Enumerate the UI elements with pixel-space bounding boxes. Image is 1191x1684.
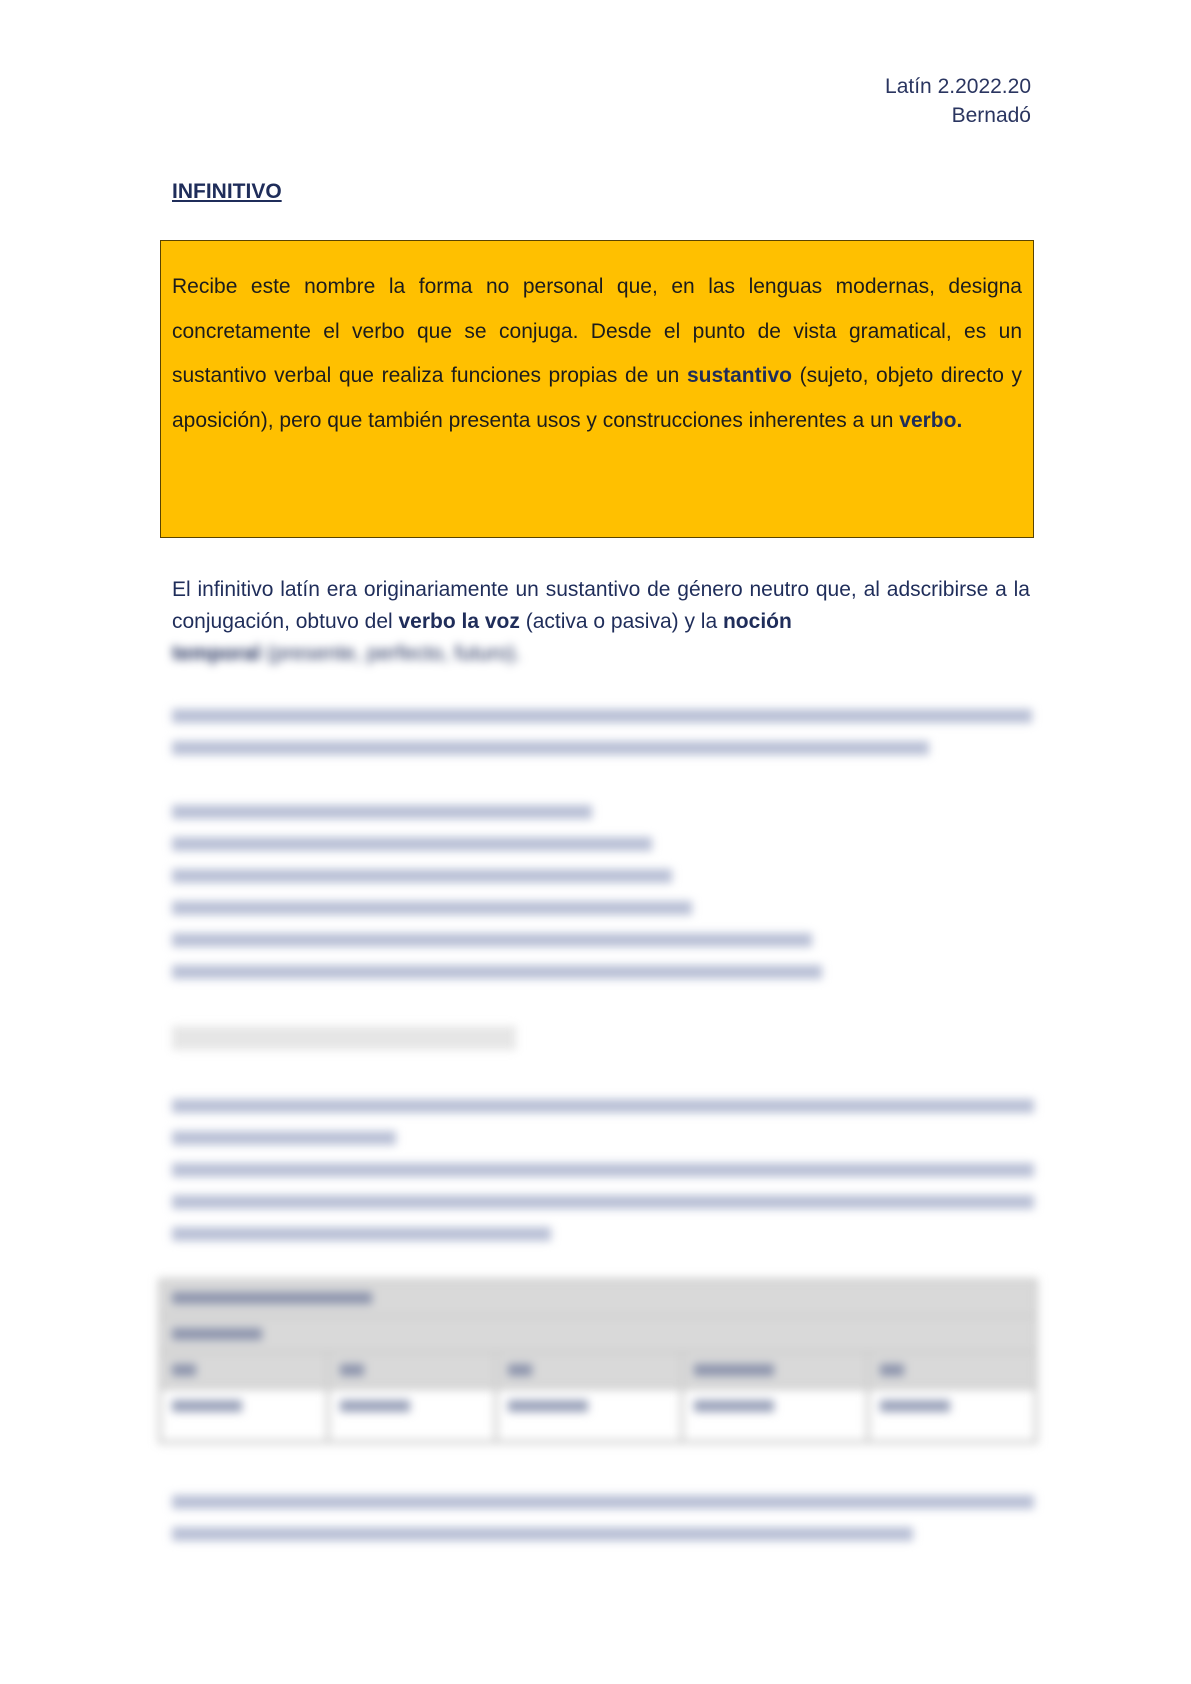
blurred-paragraph-tenses [172, 700, 1032, 755]
definition-box [160, 240, 1034, 538]
table-cell [682, 1388, 868, 1442]
definition-bold-sustantivo: sustantivo [686, 364, 792, 387]
definition-text: Recibe este nombre la forma no personal que, en las lenguas modernas, designa concretamente el verbo que se conjuga. Desde el punto de vista gramatical, es un sustantivo verbal que realiza funciones propias de un sustantivo (sujeto, objeto directo y aposición), pero que también presenta usos y construcciones inherentes a un verbo. [172, 275, 1023, 432]
header-author: Bernadó [951, 104, 1031, 127]
table-cell [868, 1388, 1036, 1442]
table-header-cell [328, 1352, 496, 1388]
blurred-conjugation-table [158, 1278, 1038, 1444]
table-cell [328, 1388, 496, 1442]
blurred-subtitle [172, 1026, 516, 1050]
blurred-paragraph-present [172, 1090, 1034, 1241]
table-title-cell [160, 1280, 1036, 1316]
header-course-code: Latín 2.2022.20 [885, 75, 1031, 98]
table-subtitle-cell [160, 1316, 1036, 1352]
blurred-line: temporal (presente, perfecto, futuro). [172, 642, 521, 665]
definition-bold-verbo: verbo. [899, 408, 963, 432]
table-cell [160, 1388, 328, 1442]
blurred-paragraph-translation [172, 1486, 1034, 1541]
table-header-cell [682, 1352, 868, 1388]
table-header-cell [496, 1352, 682, 1388]
intro-paragraph: El infinitivo latín era originariamente un sustantivo de género neutro que, al adscribirse a la conjugación, obtuvo del verbo la voz (activa o pasiva) y la noción temporal (presente, perfecto, futuro). [172, 578, 1030, 665]
document-header [885, 72, 1031, 130]
table-header-cell [868, 1352, 1036, 1388]
table-cell [496, 1388, 682, 1442]
blurred-infinitive-list [172, 796, 822, 997]
section-title: INFINITIVO [172, 180, 282, 203]
table-header-cell [160, 1352, 328, 1388]
